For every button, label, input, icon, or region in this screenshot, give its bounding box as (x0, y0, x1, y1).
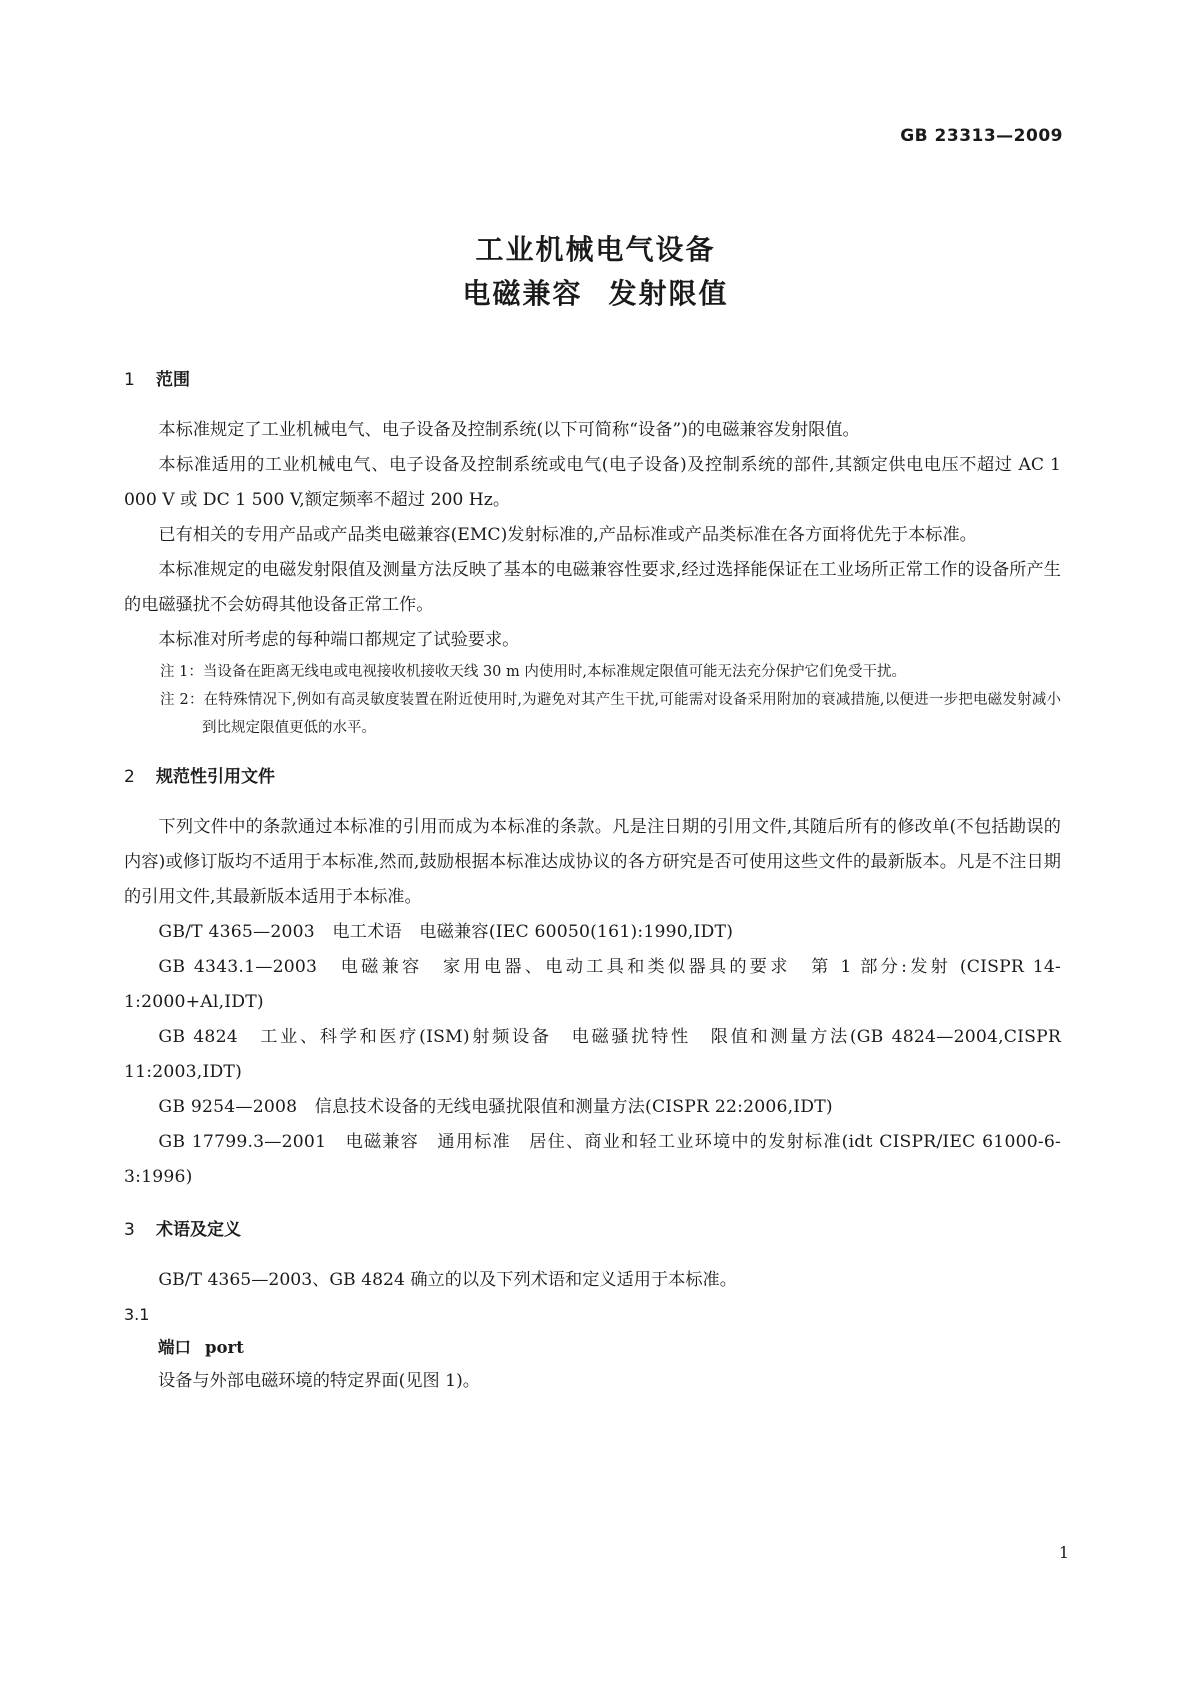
term-definition: 设备与外部电磁环境的特定界面(见图 1)。 (158, 1371, 480, 1391)
section-2-number: 2 (124, 767, 135, 787)
section-1-note: 注 1：当设备在距离无线电或电视接收机接收天线 30 m 内使用时,本标准规定限值可能无法充分保护它们免受干扰。 (160, 664, 906, 680)
section-1-paragraph: 本标准规定的电磁发射限值及测量方法反映了基本的电磁兼容性要求,经过选择能保证在工业场所正常工作的设备所产生的电磁骚扰不会妨碍其他设备正常工作。 (124, 560, 1061, 615)
section-1-heading (124, 365, 1061, 395)
term-name-zh: 端口 (158, 1338, 191, 1357)
section-1-note: 注 2：在特殊情况下,例如有高灵敏度装置在附近使用时,为避免对其产生干扰,可能需对设备采用附加的衰减措施,以便进一步把电磁发射减小到比规定限值更低的水平。 (160, 692, 1061, 736)
section-3-heading (124, 1215, 1061, 1245)
title-line-2 (0, 272, 1191, 316)
standard-code: GB 23313—2009 (900, 126, 1063, 146)
term-name (124, 1332, 1061, 1364)
section-2-title: 规范性引用文件 (156, 767, 275, 787)
section-1-paragraph: 本标准适用的工业机械电气、电子设备及控制系统或电气(电子设备)及控制系统的部件,其额定供电电压不超过 AC 1 000 V 或 DC 1 500 V,额定频率不超过 200 Hz。 (124, 455, 1061, 510)
section-1-paragraph: 本标准规定了工业机械电气、电子设备及控制系统(以下可简称“设备”)的电磁兼容发射限值。 (158, 420, 860, 440)
reference-item: GB 17799.3—2001 电磁兼容 通用标准 居住、商业和轻工业环境中的发射标准(idt CISPR/IEC 61000-6-3:1996) (124, 1132, 1061, 1187)
section-2-heading (124, 762, 1061, 792)
document-body (124, 365, 1061, 1398)
reference-item: GB/T 4365—2003 电工术语 电磁兼容(IEC 60050(161):1990,IDT) (158, 922, 734, 942)
reference-item: GB 4343.1—2003 电磁兼容 家用电器、电动工具和类似器具的要求 第 1 部分:发射 (CISPR 14-1:2000+Al,IDT) (124, 957, 1061, 1012)
title-line-2-part-1: 电磁兼容 (462, 277, 583, 310)
document-title (0, 228, 1191, 316)
section-3-intro: GB/T 4365—2003、GB 4824 确立的以及下列术语和定义适用于本标准。 (158, 1270, 737, 1290)
reference-item: GB 4824 工业、科学和医疗(ISM)射频设备 电磁骚扰特性 限值和测量方法(GB 4824—2004,CISPR 11:2003,IDT) (124, 1027, 1061, 1082)
title-line-1: 工业机械电气设备 (475, 233, 716, 266)
page-number: 1 (1058, 1543, 1069, 1562)
title-line-2-part-2: 发射限值 (608, 277, 729, 310)
section-2-intro: 下列文件中的条款通过本标准的引用而成为本标准的条款。凡是注日期的引用文件,其随后所有的修改单(不包括勘误的内容)或修订版均不适用于本标准,然而,鼓励根据本标准达成协议的各方研究是否可使用这些文件的最新版本。凡是不注日期的引用文件,其最新版本适用于本标准。 (124, 817, 1061, 907)
section-1-number: 1 (124, 370, 135, 390)
section-1-paragraph: 本标准对所考虑的每种端口都规定了试验要求。 (158, 630, 520, 650)
term-number: 3.1 (124, 1305, 150, 1324)
reference-item: GB 9254—2008 信息技术设备的无线电骚扰限值和测量方法(CISPR 22:2006,IDT) (158, 1097, 833, 1117)
section-1-title: 范围 (156, 370, 190, 390)
section-1-paragraph: 已有相关的专用产品或产品类电磁兼容(EMC)发射标准的,产品标准或产品类标准在各方面将优先于本标准。 (158, 525, 977, 545)
section-3-number: 3 (124, 1220, 135, 1240)
section-3-title: 术语及定义 (156, 1220, 241, 1240)
term-name-en: port (205, 1338, 244, 1357)
